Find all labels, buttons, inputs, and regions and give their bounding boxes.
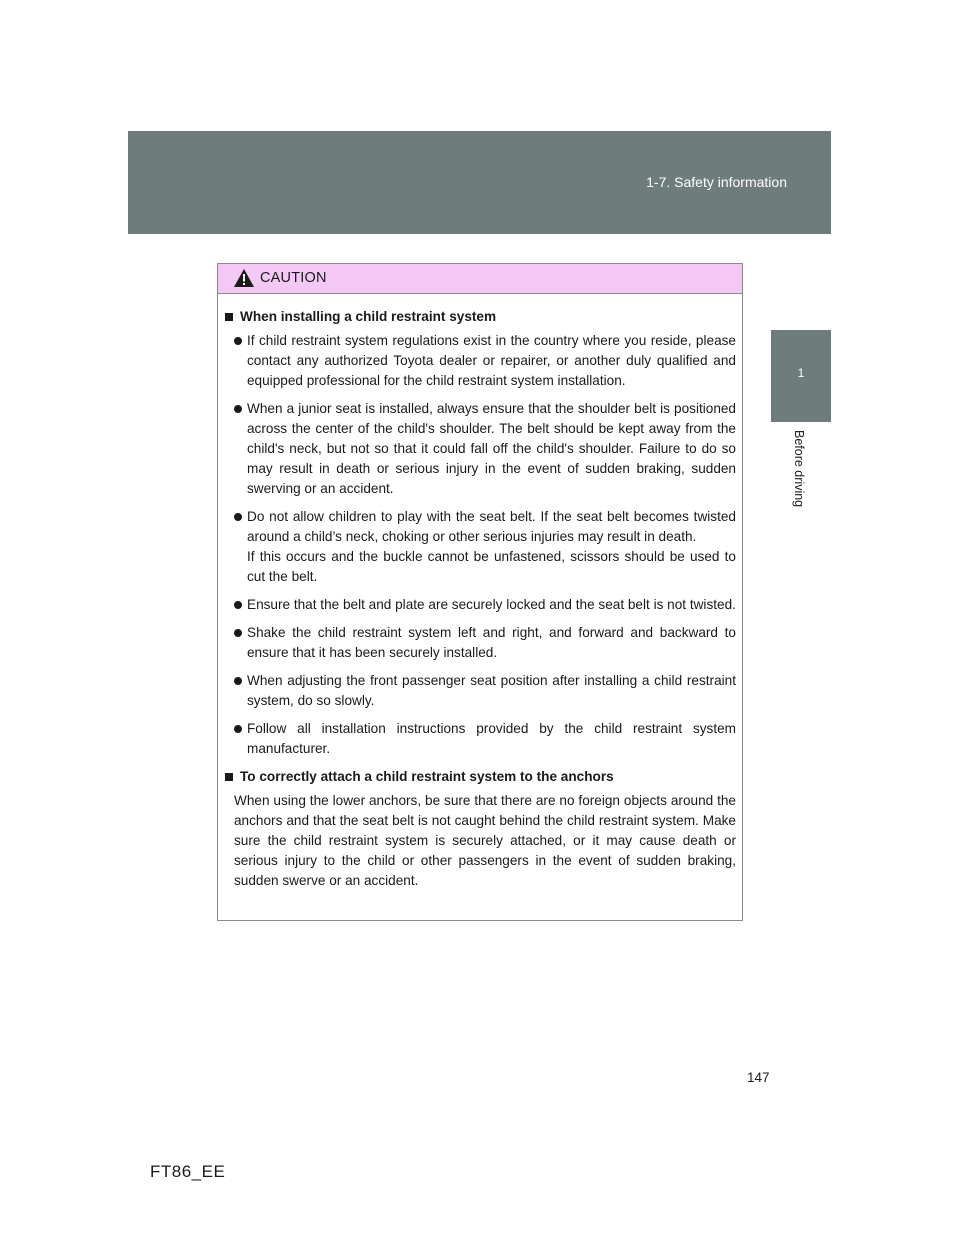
section-heading	[224, 307, 736, 327]
square-bullet-icon	[225, 313, 233, 321]
list-item	[234, 719, 736, 759]
page-number: 147	[747, 1070, 770, 1085]
list-item-text: Ensure that the belt and plate are securely locked and the seat belt is not twisted.	[247, 597, 736, 612]
bullet-dot-icon	[234, 601, 242, 609]
list-item	[234, 595, 736, 615]
bullet-dot-icon	[234, 629, 242, 637]
caution-body	[218, 294, 742, 891]
caution-header	[218, 264, 742, 294]
list-item-text: Follow all installation instructions provided by the child restraint system manufacturer.	[247, 721, 736, 756]
warning-triangle-icon	[233, 268, 255, 288]
list-item-text: Do not allow children to play with the seat belt. If the seat belt becomes twisted around a child’s neck, choking or other serious injuries may result in death.	[247, 509, 736, 544]
list-item	[234, 671, 736, 711]
section-paragraph	[234, 791, 736, 891]
bullet-dot-icon	[234, 337, 242, 345]
list-item	[234, 507, 736, 587]
section-heading-text: When installing a child restraint system	[240, 309, 497, 324]
list-item-text: If this occurs and the buckle cannot be unfastened, scissors should be used to cut the belt.	[247, 549, 736, 584]
list-item	[234, 331, 736, 391]
bullet-dot-icon	[234, 725, 242, 733]
square-bullet-icon	[225, 773, 233, 781]
section-title: 1-7. Safety information	[646, 174, 787, 190]
list-item	[234, 399, 736, 499]
bullet-dot-icon	[234, 405, 242, 413]
bullet-dot-icon	[234, 513, 242, 521]
caution-title: CAUTION	[260, 270, 327, 286]
paragraph-text: When using the lower anchors, be sure that there are no foreign objects around the anchors and that the seat belt is not caught behind the child restraint system. Make sure the child restraint system is securely attached, or it may cause death or serious injury to the child or other passengers in the event of sudden braking, sudden swerve or an accident.	[234, 793, 736, 888]
caution-box	[217, 263, 743, 921]
list-item-text: If child restraint system regulations exist in the country where you reside, please contact any authorized Toyota dealer or repairer, or another duly qualified and equipped professional for the child restraint system installation.	[247, 333, 736, 388]
chapter-tab	[771, 330, 831, 422]
section-heading	[224, 767, 736, 787]
document-code: FT86_EE	[150, 1162, 226, 1181]
list-item-text: When a junior seat is installed, always ensure that the shoulder belt is positioned across the center of the child's shoulder. The belt should be kept away from the child's neck, but not so that it could fall off the child's shoulder. Failure to do so may result in death or serious injury in the event of sudden braking, sudden swerving or an accident.	[247, 401, 736, 496]
chapter-number: 1	[797, 366, 805, 380]
list-item-text: Shake the child restraint system left and right, and forward and backward to ensure that it has been securely installed.	[247, 625, 736, 660]
chapter-label: Before driving	[792, 430, 806, 508]
bullet-dot-icon	[234, 677, 242, 685]
list-item-text: When adjusting the front passenger seat position after installing a child restraint system, do so slowly.	[247, 673, 736, 708]
list-item	[234, 623, 736, 663]
header-band	[128, 131, 831, 234]
section-heading-text: To correctly attach a child restraint system to the anchors	[240, 769, 614, 784]
